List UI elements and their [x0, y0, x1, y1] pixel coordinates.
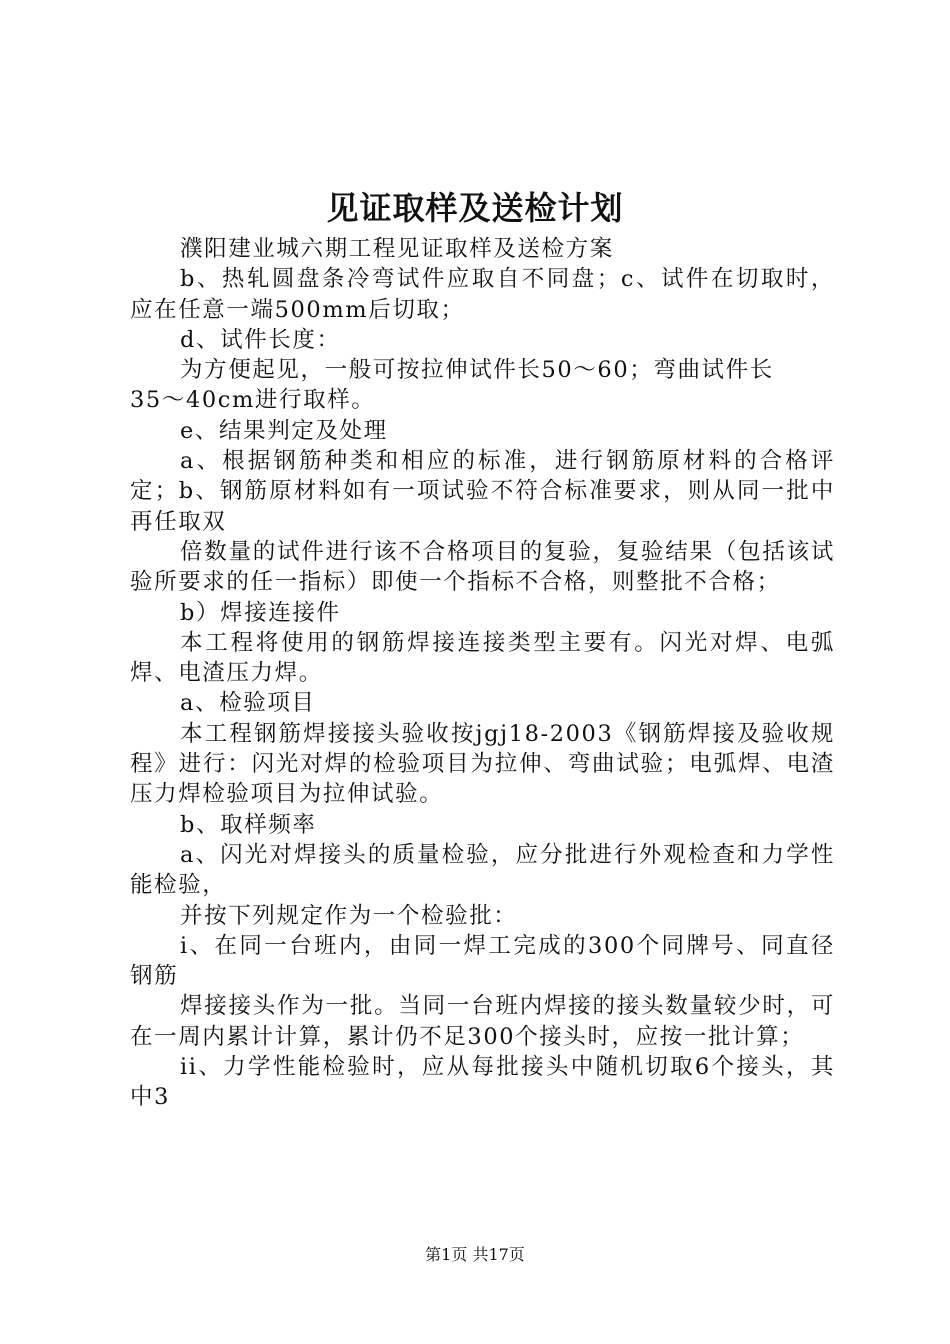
paragraph: a、闪光对焊接头的质量检验，应分批进行外观检查和力学性能检验， [130, 841, 835, 899]
paragraph: ii、力学性能检验时，应从每批接头中随机切取6个接头，其中3 [130, 1054, 835, 1111]
document-title: 见证取样及送检计划 [326, 189, 624, 227]
paragraph: b、热轧圆盘条冷弯试件应取自不同盘；c、试件在切取时，应在任意一端500mm后切取； [130, 266, 835, 323]
paragraph: b、取样频率 [180, 811, 317, 838]
paragraph: i、在同一台班内，由同一焊工完成的300个同牌号、同直径钢筋 [130, 932, 835, 990]
paragraph: b）焊接连接件 [180, 599, 341, 626]
paragraph: 焊接接头作为一批。当同一台班内焊接的接头数量较少时，可在一周内累计计算，累计仍不足300个接头时，应按一批计算； [130, 993, 835, 1050]
paragraph: a、检验项目 [180, 690, 316, 717]
paragraph: 本工程将使用的钢筋焊接连接类型主要有。闪光对焊、电弧焊、电渣压力焊。 [130, 629, 835, 687]
document-body [130, 234, 835, 1113]
paragraph: 倍数量的试件进行该不合格项目的复验，复验结果（包括该试验所要求的任一指标）即使一个指标不合格，则整批不合格； [130, 538, 835, 596]
paragraph: 本工程钢筋焊接接头验收按jgj18-2003《钢筋焊接及验收规程》进行：闪光对焊的检验项目为拉伸、弯曲试验；电弧焊、电渣压力焊检验项目为拉伸试验。 [130, 720, 835, 808]
page-footer: 第1页 共17页 [425, 1245, 525, 1264]
paragraph: d、试件长度： [180, 326, 341, 353]
paragraph: a、根据钢筋种类和相应的标准，进行钢筋原材料的合格评定；b、钢筋原材料如有一项试验不符合标准要求，则从同一批中再任取双 [130, 448, 835, 535]
paragraph: 35～40cm进行取样。 [130, 387, 376, 414]
paragraph: e、结果判定及处理 [180, 417, 388, 444]
paragraph: 濮阳建业城六期工程见证取样及送检方案 [180, 236, 614, 262]
paragraph: 为方便起见，一般可按拉伸试件长50～60；弯曲试件长 [180, 357, 774, 384]
paragraph: 并按下列规定作为一个检验批： [180, 902, 518, 929]
